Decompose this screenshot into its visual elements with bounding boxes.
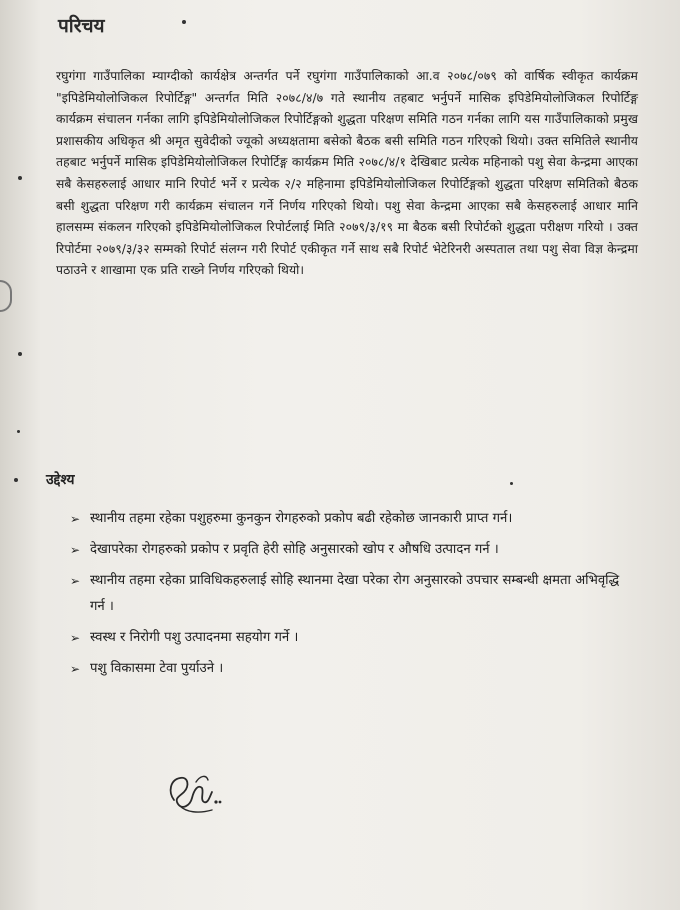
punch-hole-mark (0, 280, 12, 312)
scan-speck (17, 430, 20, 433)
scan-speck (18, 176, 22, 180)
objective-item (70, 625, 630, 651)
objective-text: स्थानीय तहमा रहेका प्राविधिकहरुलाई सोहि स्थानमा देखा परेका रोग अनुसारको उपचार सम्बन्धी क्षमता अभिवृद्धि गर्न । (90, 573, 620, 614)
scan-speck (510, 482, 513, 485)
arrow-bullet-icon: ➢ (70, 574, 81, 588)
objectives-list (70, 506, 630, 687)
objective-text: पशु विकासमा टेवा पुर्याउने । (90, 661, 224, 676)
objective-item (70, 506, 630, 532)
document-title: परिचय (58, 15, 105, 37)
objective-item (70, 656, 630, 682)
scan-speck (18, 352, 22, 356)
objective-text: स्वस्थ र निरोगी पशु उत्पादनमा सहयोग गर्ने । (90, 630, 299, 645)
scan-speck (14, 478, 18, 482)
objective-item (70, 568, 630, 620)
introduction-paragraph: रघुगंगा गाउँपालिका म्याग्दीको कार्यक्षेत्र अन्तर्गत पर्ने रघुगंगा गाउँपालिकाको आ.व २०७८/०७९ को वार्षिक स्वीकृत कार्यक्रम "इपिडेमियोलोजिकल रिपोर्टिङ्ग" अन्तर्गत मिति २०७८/४/७ गते स्थानीय तहबाट भर्नुपर्ने मासिक इपिडेमियोलोजिकल रिपोर्टिङ्ग कार्यक्रम संचालन गर्नका लागि इपिडेमियोलोजिकल रिपोर्टिङ्गको शुद्धता परिक्षण समिति गठन गर्नका लागि यस गाउँपालिकाको प्रमुख प्रशासकीय अधिकृत श्री अमृत सुवेदीको ज्यूको अध्यक्षतामा बसेको बैठक बसी समिति गठन गरिएको थियो। उक्त समितिले स्थानीय तहबाट भर्नुपर्ने मासिक इपिडेमियोलोजिकल रिपोर्टिङ्ग कार्यक्रम मिति २०७८/४/१ देखिबाट प्रत्येक महिनाको पशु सेवा केन्द्रमा आएका सबै केसहरुलाई आधार मानि रिपोर्ट भर्ने र प्रत्येक २/२ महिनामा इपिडेमियोलोजिकल रिपोर्टिङ्गको शुद्धता परिक्षण समितिको बैठक बसी शुद्धता परिक्षण गरी कार्यक्रम संचालन गर्ने निर्णय गरिएको थियो। पशु सेवा केन्द्रमा आएका सबै केसहरुलाई आधार मानि हालसम्म संकलन गरिएको इपिडेमियोलोजिकल रिपोर्टलाई मिति २०७९/३/१९ मा बैठक बसी रिपोर्टको शुद्धता परीक्षण गरियो । उक्त रिपोर्टमा २०७९/३/३२ सम्मको रिपोर्ट संलग्न गरी रिपोर्ट एकीकृत गर्ने साथ सबै रिपोर्ट भेटेरिनरी अस्पताल तथा पशु सेवा विज्ञ केन्द्रमा पठाउने र शाखामा एक प्रति राख्ने निर्णय गरिएको थियो। (56, 69, 638, 278)
arrow-bullet-icon: ➢ (70, 543, 81, 557)
scan-speck (182, 20, 186, 24)
handwritten-signature (160, 762, 230, 822)
arrow-bullet-icon: ➢ (70, 512, 81, 526)
objective-text: देखापरेका रोगहरुको प्रकोप र प्रवृति हेरी सोहि अनुसारको खोप र औषधि उत्पादन गर्न । (90, 542, 499, 557)
arrow-bullet-icon: ➢ (70, 631, 81, 645)
objective-text: स्थानीय तहमा रहेका पशुहरुमा कुनकुन रोगहरुको प्रकोप बढी रहेकोछ जानकारी प्राप्त गर्न। (90, 511, 513, 526)
objectives-heading: उद्देश्य (46, 472, 75, 488)
arrow-bullet-icon: ➢ (70, 662, 81, 676)
objective-item (70, 537, 630, 563)
